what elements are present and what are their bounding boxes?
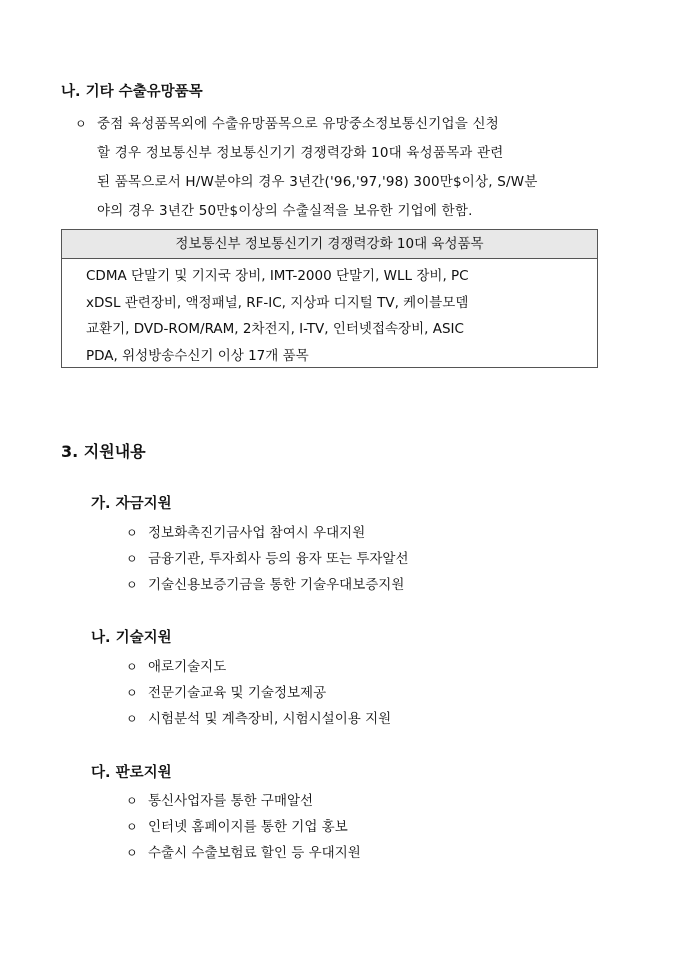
list-item <box>126 654 391 680</box>
bullet-mark: ㅇ <box>126 794 138 808</box>
bullet-mark: ㅇ <box>126 552 138 566</box>
funding-list <box>126 520 409 598</box>
bullet-mark: ㅇ <box>126 820 138 834</box>
list-item-text: 전문기술교육 및 기술정보제공 <box>148 685 327 701</box>
list-item <box>126 814 361 840</box>
list-item <box>126 572 409 598</box>
sales-channel-list <box>126 788 361 866</box>
list-item <box>126 520 409 546</box>
list-item-text: 통신사업자를 통한 구매알선 <box>148 793 314 809</box>
list-item-text: 수출시 수출보험료 할인 등 우대지원 <box>148 845 361 861</box>
list-item-text: 정보화촉진기금사업 참여시 우대지원 <box>148 525 366 541</box>
bullet-mark: ㅇ <box>126 686 138 700</box>
list-item-text: 금융기관, 투자회사 등의 융자 또는 투자알선 <box>148 551 409 567</box>
list-item <box>126 706 391 732</box>
list-item-text: 인터넷 홈페이지를 통한 기업 홍보 <box>148 819 348 835</box>
table-line: CDMA 단말기 및 기지국 장비, IMT-2000 단말기, WLL 장비, PC <box>86 268 469 284</box>
table-header: 정보통신부 정보통신기기 경쟁력강화 10대 육성품목 <box>62 230 597 259</box>
table-body <box>62 259 597 369</box>
paragraph-line-4: 야의 경우 3년간 50만$이상의 수출실적을 보유한 기업에 한함. <box>97 203 473 219</box>
bullet-mark: ㅇ <box>126 660 138 674</box>
bullet-mark: ㅇ <box>126 526 138 540</box>
subsection-heading-funding: 가. 자금지원 <box>91 496 172 512</box>
list-item-text: 시험분석 및 계측장비, 시험시설이용 지원 <box>148 711 392 727</box>
paragraph-line-1: 중점 육성품목외에 수출유망품목으로 유망중소정보통신기업을 신청 <box>97 116 499 132</box>
list-item <box>126 680 391 706</box>
list-item <box>126 546 409 572</box>
table-line: 교환기, DVD-ROM/RAM, 2차전지, I-TV, 인터넷접속장비, ASIC <box>86 321 464 337</box>
bullet-mark: ㅇ <box>75 117 87 131</box>
list-item-text: 애로기술지도 <box>148 659 227 675</box>
items-table <box>61 229 598 368</box>
table-line: PDA, 위성방송수신기 이상 17개 품목 <box>86 347 309 364</box>
paragraph-line-3: 된 품목으로서 H/W분야의 경우 3년간('96,'97,'98) 300만$이상, S/W분 <box>97 174 538 190</box>
subsection-heading-technical: 나. 기술지원 <box>91 630 172 646</box>
subsection-heading-sales-channel: 다. 판로지원 <box>91 765 172 781</box>
section-3-heading: 3. 지원내용 <box>61 442 146 461</box>
section-heading-other-export-items: 나. 기타 수출유망품목 <box>61 84 203 100</box>
list-item-text: 기술신용보증기금을 통한 기술우대보증지원 <box>148 577 405 593</box>
paragraph-line-2: 할 경우 정보통신부 정보통신기기 경쟁력강화 10대 육성품목과 관련 <box>97 145 504 161</box>
bullet-mark: ㅇ <box>126 712 138 726</box>
technical-list <box>126 654 391 732</box>
bullet-mark: ㅇ <box>126 846 138 860</box>
bullet-mark: ㅇ <box>126 578 138 592</box>
list-item <box>126 788 361 814</box>
list-item <box>126 840 361 866</box>
table-line: xDSL 관련장비, 액정패널, RF-IC, 지상파 디지털 TV, 케이블모뎀 <box>86 294 469 311</box>
